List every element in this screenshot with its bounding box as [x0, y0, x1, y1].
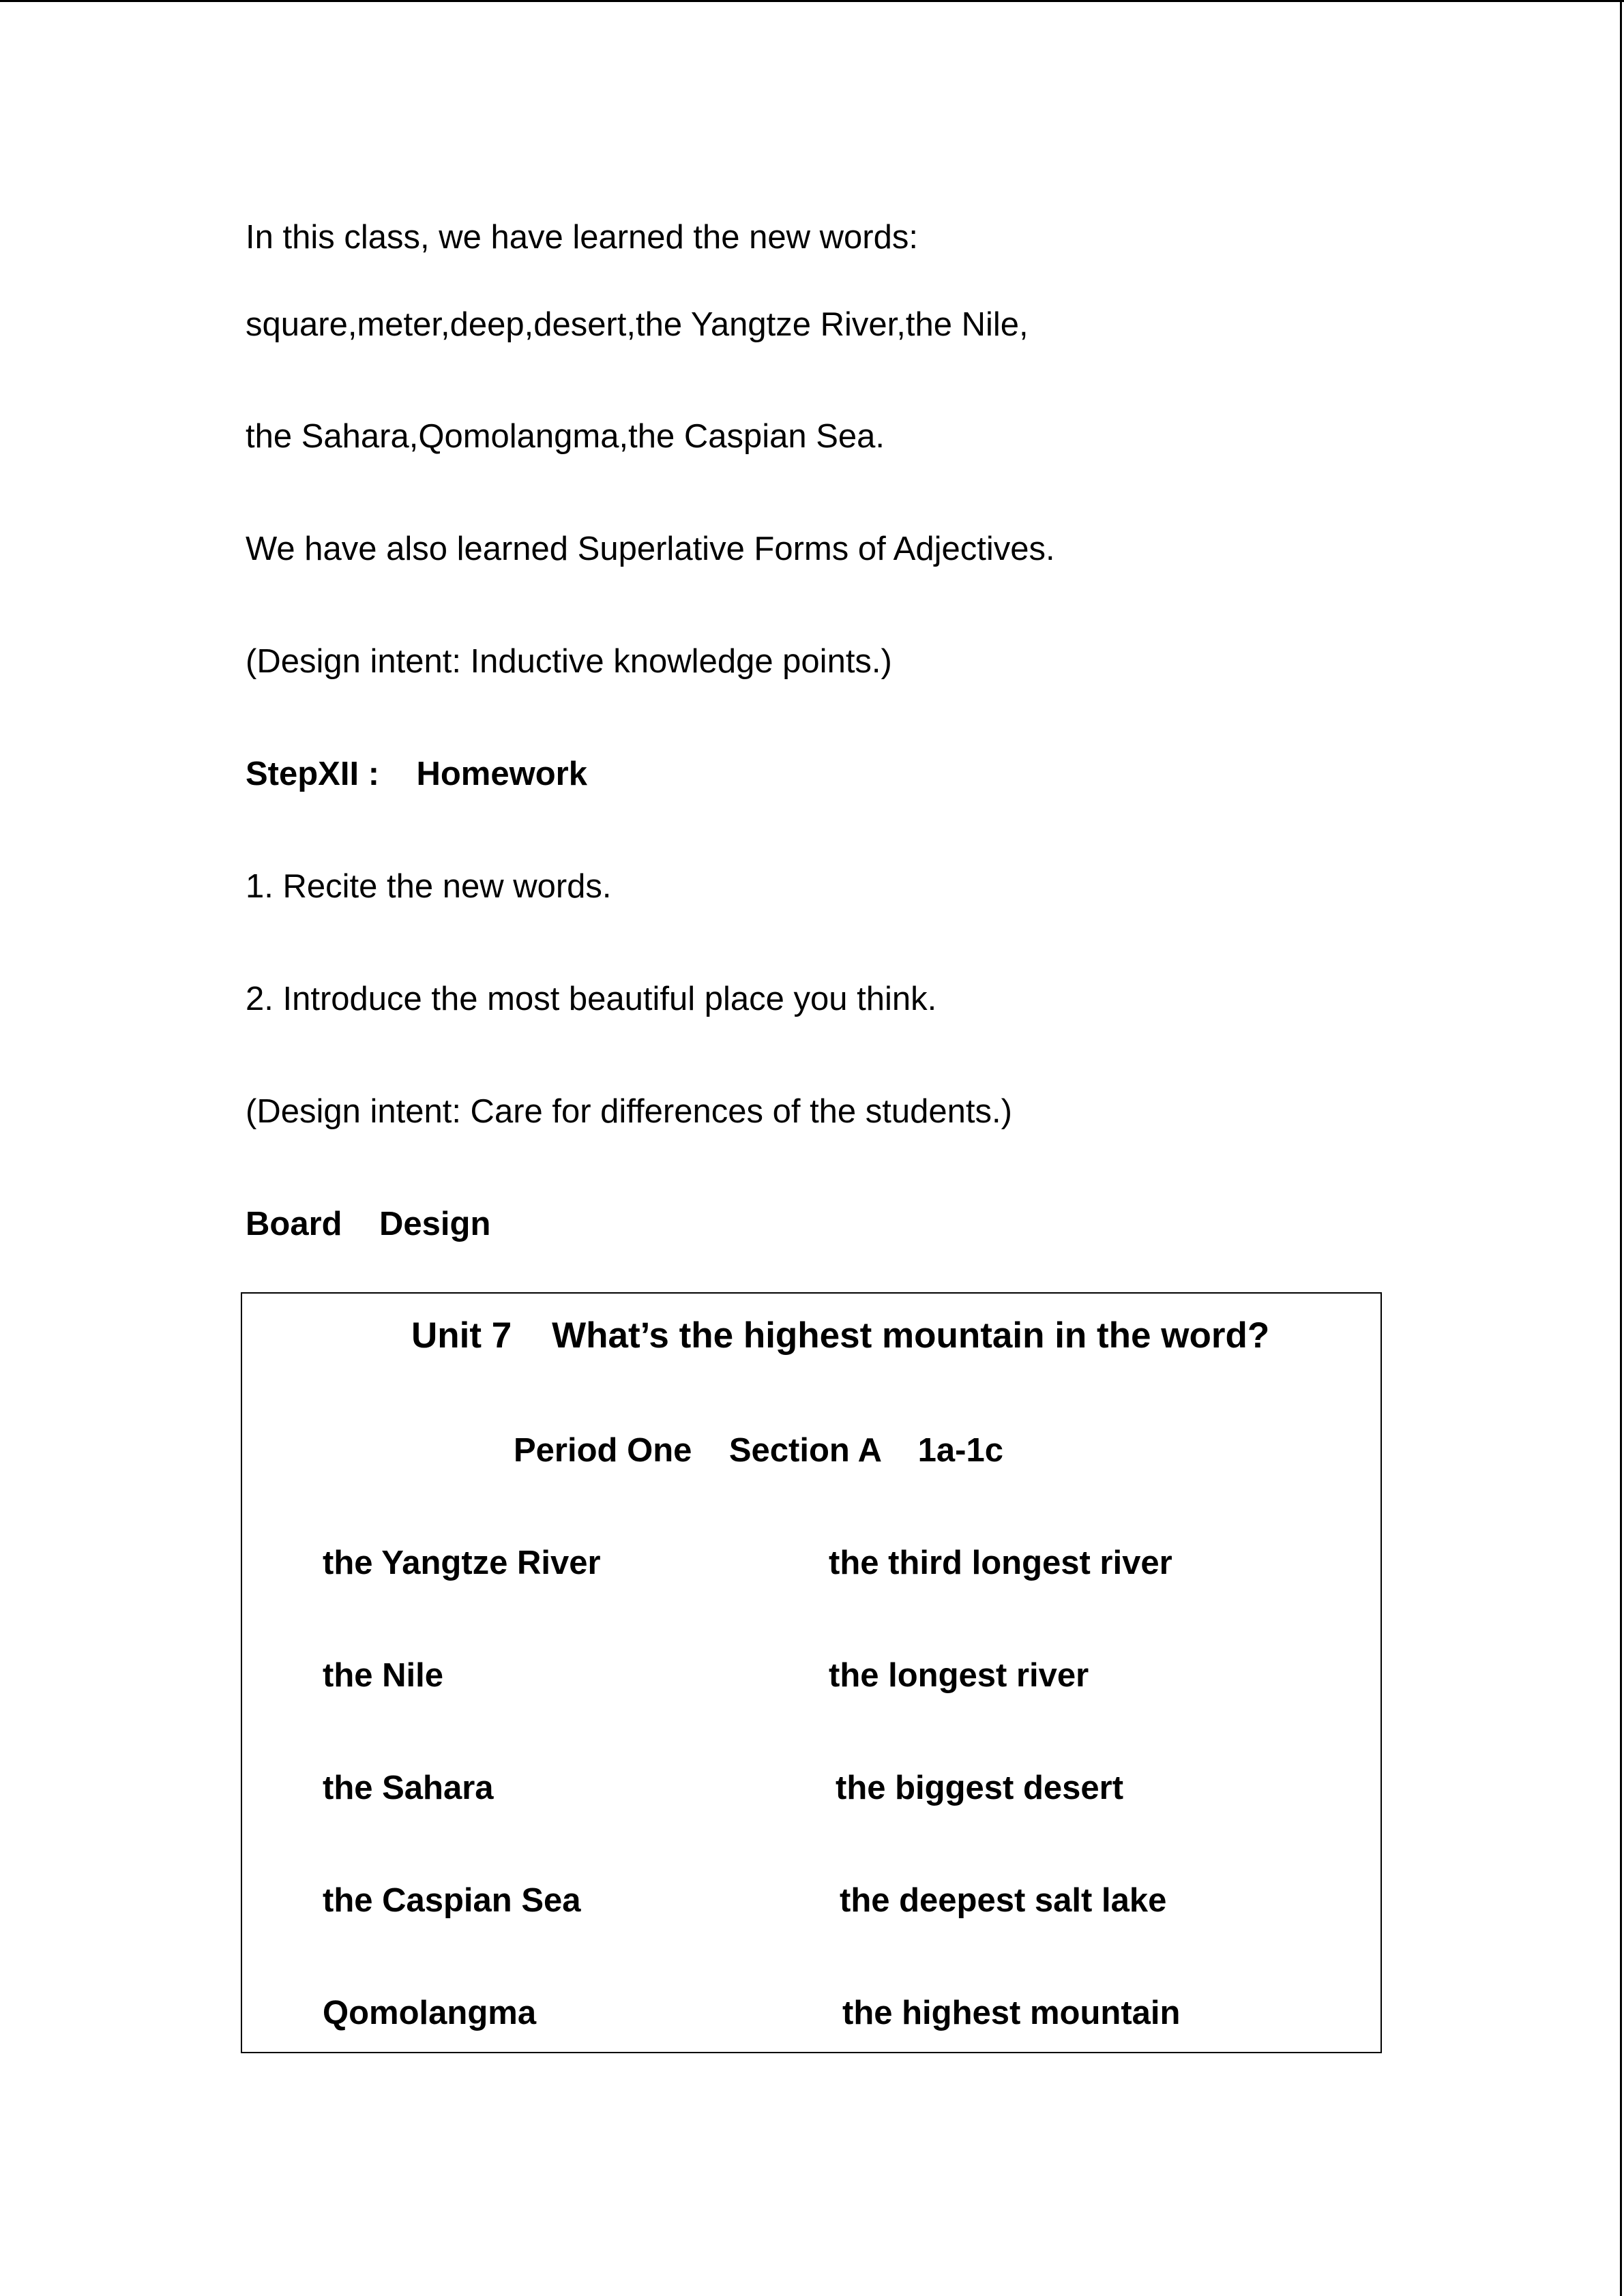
board-row-place: the Sahara: [323, 1770, 494, 1806]
board-subtitle: Period One Section A 1a-1c: [514, 1432, 1003, 1469]
board-title: Unit 7 What’s the highest mountain in the word?: [411, 1315, 1270, 1356]
homework-item-2: 2. Introduce the most beautiful place you think.: [246, 981, 937, 1017]
new-words-line-1: square,meter,deep,desert,the Yangtze River,the Nile,: [246, 306, 1029, 343]
summary-intro: In this class, we have learned the new words:: [246, 219, 918, 256]
page-top-border: [0, 0, 1624, 2]
board-row-description: the third longest river: [829, 1545, 1172, 1581]
design-intent-homework: (Design intent: Care for differences of the students.): [246, 1093, 1012, 1130]
board-row-description: the longest river: [829, 1657, 1089, 1694]
homework-heading: StepXII : Homework: [246, 756, 587, 792]
board-row-description: the highest mountain: [842, 1995, 1181, 2031]
board-row-description: the biggest desert: [836, 1770, 1124, 1806]
board-design-box: [241, 1292, 1382, 2053]
page-right-border: [1620, 0, 1622, 2296]
design-intent-summary: (Design intent: Inductive knowledge points.): [246, 643, 892, 680]
grammar-summary: We have also learned Superlative Forms of Adjectives.: [246, 531, 1055, 567]
new-words-line-2: the Sahara,Qomolangma,the Caspian Sea.: [246, 418, 885, 455]
board-row-description: the deepest salt lake: [840, 1882, 1167, 1919]
board-row-place: the Caspian Sea: [323, 1882, 581, 1919]
board-row-place: the Yangtze River: [323, 1545, 601, 1581]
board-design-heading: Board Design: [246, 1206, 491, 1242]
board-row-place: Qomolangma: [323, 1995, 537, 2031]
board-row-place: the Nile: [323, 1657, 443, 1694]
homework-item-1: 1. Recite the new words.: [246, 868, 612, 905]
